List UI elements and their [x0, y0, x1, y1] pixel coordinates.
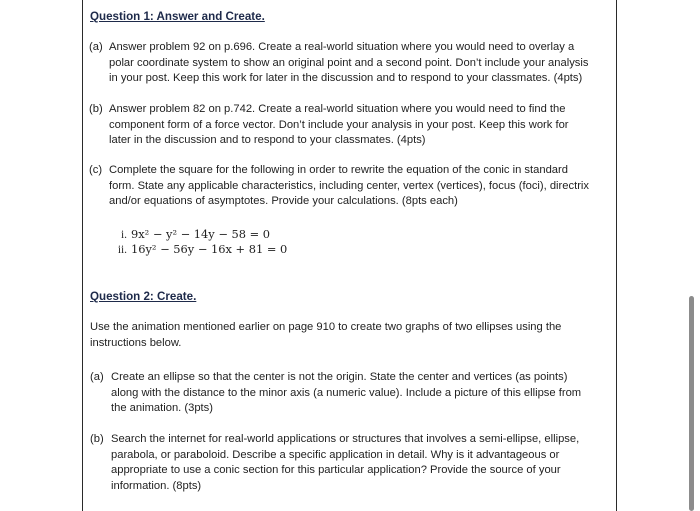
paragraph-line: polar coordinate system to show an original point and a second point. Don’t include your analysis	[109, 56, 589, 69]
paragraph-line: parabola, or paraboloid. Describe a specific application in detail. Why is it advantageous or	[111, 448, 560, 461]
paragraph-line: along with the distance to the minor axis (a numeric value). Include a picture of this ellipse from	[111, 386, 582, 399]
paragraph-line: information. (8pts)	[111, 479, 202, 492]
question-1-part-a	[89, 40, 588, 87]
question-1-part-c	[89, 163, 589, 210]
paragraph-line: and/or equations of asymptotes. Provide your calculations. (8pts each)	[109, 195, 458, 207]
paragraph-line: later in the discussion and to respond to your classmates. (4pts)	[109, 134, 426, 146]
document-page	[82, 0, 617, 511]
part-label: (b)	[89, 103, 103, 115]
paragraph-line: Answer problem 82 on p.742. Create a real-world situation where you would need to find the	[109, 103, 566, 115]
equation-number: ii.	[117, 244, 127, 256]
paragraph-line: in your post. Keep this work for later in the discussion and to respond to your classmates. (4pts)	[109, 72, 583, 84]
question-1-heading: Question 1: Answer and Create.	[90, 10, 265, 23]
part-label: (b)	[90, 433, 104, 445]
part-label: (c)	[89, 164, 103, 176]
paragraph-line: Answer problem 92 on p.696. Create a real-world situation where you would need to overlay a	[109, 41, 575, 53]
question-2-heading: Question 2: Create.	[90, 290, 197, 303]
paragraph-line: Use the animation mentioned earlier on page 910 to create two graphs of two ellipses using the	[90, 321, 562, 333]
part-label: (a)	[90, 371, 104, 383]
equation-1	[113, 227, 270, 241]
question-2-part-a	[90, 370, 581, 417]
equation-2	[113, 242, 287, 256]
paragraph-line: the animation. (3pts)	[111, 402, 213, 414]
paragraph-line: Search the internet for real-world applications or structures that involves a semi-ellipse, ellipse,	[111, 433, 580, 445]
paragraph-line: instructions below.	[90, 336, 182, 349]
part-label: (a)	[89, 41, 103, 53]
question-2-part-b	[90, 432, 579, 494]
equation-number: i.	[120, 229, 127, 241]
paragraph-line: Complete the square for the following in order to rewrite the equation of the conic in standard	[109, 164, 568, 176]
equation-text: 9x² − y² − 14y − 58 = 0	[131, 227, 271, 241]
question-2-intro	[90, 320, 561, 351]
paragraph-line: appropriate to use a conic section for this particular application? Provide the source of your	[111, 464, 561, 476]
paragraph-line: component form of a force vector. Don’t include your analysis in your post. Keep this work for	[109, 118, 569, 131]
vertical-scrollbar[interactable]	[689, 296, 694, 511]
equation-text: 16y² − 56y − 16x + 81 = 0	[131, 242, 288, 256]
question-1-part-b	[89, 102, 569, 149]
paragraph-line: Create an ellipse so that the center is not the origin. State the center and vertices (as points)	[111, 371, 568, 383]
paragraph-line: form. State any applicable characteristics, including center, vertex (vertices), focus (foci), directrix	[109, 179, 590, 192]
